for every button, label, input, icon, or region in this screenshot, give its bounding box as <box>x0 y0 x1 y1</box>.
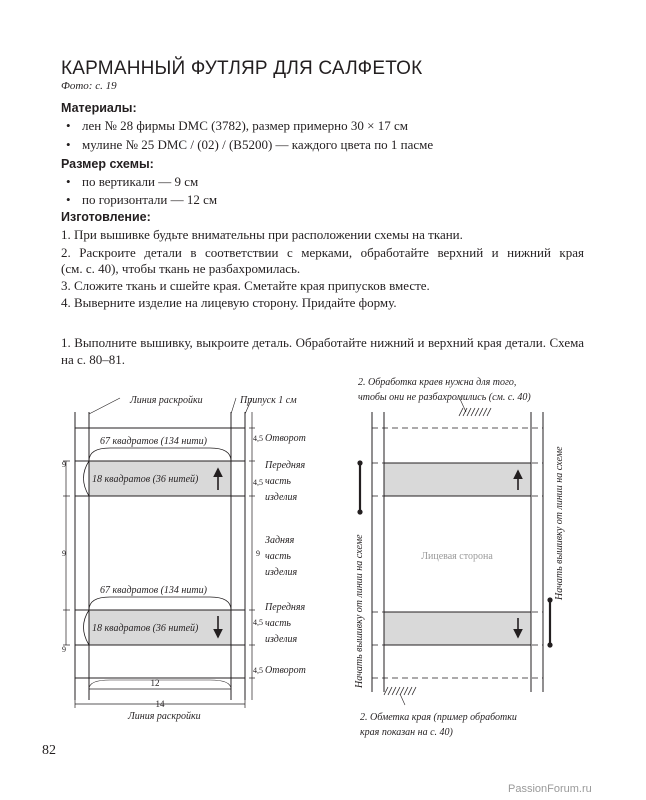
front-top-label: часть <box>265 476 291 487</box>
materials-item: • лен № 28 фирмы DMC (3782), размер примерно 30 × 17 см <box>66 118 408 133</box>
span-top-label: 67 квадратов (134 нити) <box>100 436 207 447</box>
back-label: часть <box>265 551 291 562</box>
note-bottom: края показан на с. 40) <box>360 727 453 738</box>
width-inner: 12 <box>150 678 160 688</box>
back-label: Задняя <box>265 535 295 546</box>
left-dim: 9 <box>62 645 66 654</box>
front-top-label: изделия <box>265 492 298 503</box>
start-marker-icon <box>357 509 362 514</box>
start-left-label: Начать вышивку от линии на схеме <box>354 534 365 688</box>
photo-reference: Фото: с. 19 <box>61 80 117 92</box>
scheme-size-heading: Размер схемы: <box>61 157 154 171</box>
note-bottom: 2. Обметка края (пример обработки <box>360 712 517 723</box>
embroidery-block-bottom <box>384 612 531 645</box>
making-step: 1. При вышивке будьте внимательны при расположении схемы на ткани. <box>61 227 463 242</box>
right-diagram <box>354 377 565 738</box>
right-dim: 4,5 <box>253 618 263 627</box>
allowance-label: Припуск 1 см <box>240 395 297 406</box>
otvorot-bottom-label: Отворот <box>265 665 306 676</box>
start-marker-icon <box>357 460 362 465</box>
page-title: КАРМАННЫЙ ФУТЛЯР ДЛЯ САЛФЕТОК <box>61 58 423 79</box>
making-step: 3. Сложите ткань и сшейте края. Сметайте края припусков вместе. <box>61 278 430 293</box>
left-diagram <box>62 395 306 722</box>
right-dim: 4,5 <box>253 478 263 487</box>
front-bottom-label: часть <box>265 618 291 629</box>
cut-line-bottom-label: Линия раскройки <box>128 711 201 722</box>
making-step: (см. с. 40), чтобы ткань не разбахромилась. <box>61 261 301 276</box>
cut-line-top-label: Линия раскройки <box>130 395 203 406</box>
back-label: изделия <box>265 567 298 578</box>
making-step: 2. Раскроите детали в соответствии с мерками, обработайте верхний и нижний края <box>61 245 584 260</box>
scheme-size-item: • по вертикали — 9 см <box>66 174 199 189</box>
block-bottom-label: 18 квадратов (36 нитей) <box>92 623 199 634</box>
making-heading: Изготовление: <box>61 210 151 224</box>
making-step: 4. Выверните изделие на лицевую сторону. Придайте форму. <box>61 295 397 310</box>
face-side-label: Лицевая сторона <box>421 551 493 562</box>
materials-item: • мулине № 25 DMC / (02) / (B5200) — каждого цвета по 1 пасме <box>66 137 434 152</box>
otvorot-top-label: Отворот <box>265 433 306 444</box>
instruction-note: 1. Выполните вышивку, выкроите деталь. Обработайте нижний и верхний края детали. Схема на с. 80–81. <box>61 335 584 367</box>
front-bottom-label: Передняя <box>265 602 306 613</box>
span-bottom-label: 67 квадратов (134 нити) <box>100 585 207 596</box>
page-number: 82 <box>42 743 56 758</box>
width-outer: 14 <box>155 699 165 709</box>
front-top-label: Передняя <box>265 460 306 471</box>
materials-heading: Материалы: <box>61 101 137 115</box>
start-marker-icon <box>547 597 552 602</box>
left-dim: 9 <box>62 460 66 469</box>
right-dim: 9 <box>256 549 260 558</box>
note-top: чтобы они не разбахромились (см. с. 40) <box>358 392 531 403</box>
start-right-label: Начать вышивку от линии на схеме <box>554 446 565 600</box>
start-marker-icon <box>547 642 552 647</box>
embroidery-block-top <box>384 463 531 496</box>
front-bottom-label: изделия <box>265 634 298 645</box>
right-dim: 4,5 <box>253 434 263 443</box>
scheme-size-item: • по горизонтали — 12 см <box>66 192 218 207</box>
right-dim: 4,5 <box>253 666 263 675</box>
left-dim: 9 <box>62 549 66 558</box>
block-top-label: 18 квадратов (36 нитей) <box>92 474 199 485</box>
watermark: PassionForum.ru <box>508 783 592 795</box>
note-top: 2. Обработка краев нужна для того, <box>358 377 517 388</box>
